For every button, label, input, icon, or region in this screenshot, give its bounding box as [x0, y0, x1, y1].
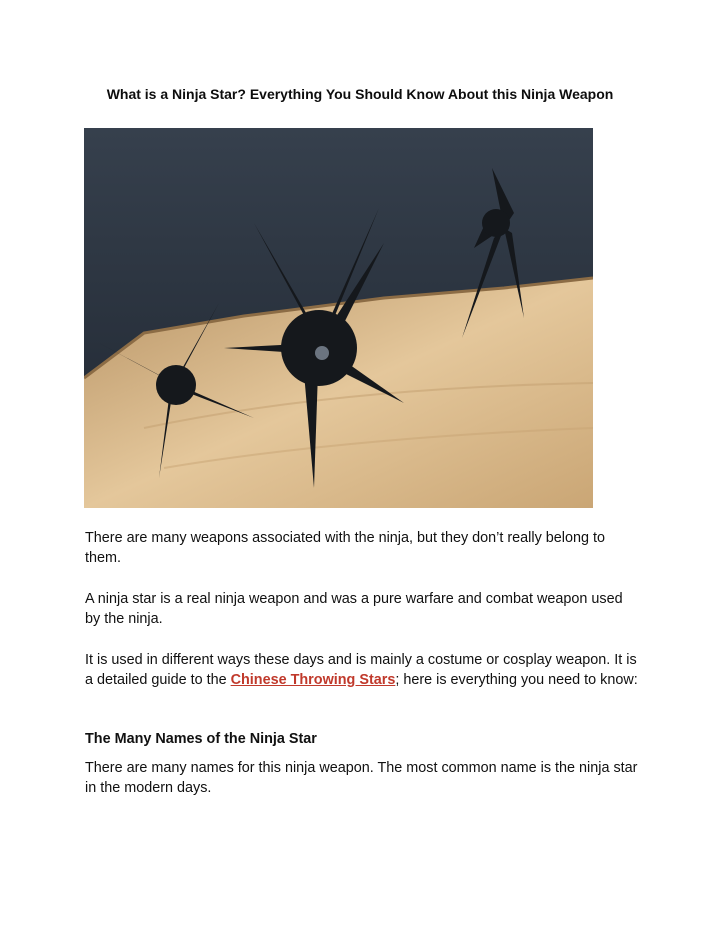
article-photo: [84, 128, 593, 508]
paragraph-guide: [85, 650, 640, 690]
paragraph-guide-text-after: ; here is everything you need to know:: [395, 672, 638, 688]
article-title: What is a Ninja Star? Everything You Should Know About this Ninja Weapon: [106, 86, 614, 102]
paragraph-intro: There are many weapons associated with the ninja, but they don’t really belong to them.: [85, 530, 605, 566]
section-heading-many-names: The Many Names of the Ninja Star: [85, 731, 317, 747]
paragraph-many-names: There are many names for this ninja weapon. The most common name is the ninja star in the modern days.: [85, 760, 638, 796]
paragraph-guide-text-before: It is used in different ways these days and is mainly a costume or cosplay weapon. It is a detailed guide to the: [85, 652, 637, 688]
paragraph-real-weapon: A ninja star is a real ninja weapon and was a pure warfare and combat weapon used by the ninja.: [85, 591, 623, 627]
ninja-stars-photo-icon: [84, 128, 593, 508]
chinese-throwing-stars-link[interactable]: Chinese Throwing Stars: [230, 672, 396, 688]
